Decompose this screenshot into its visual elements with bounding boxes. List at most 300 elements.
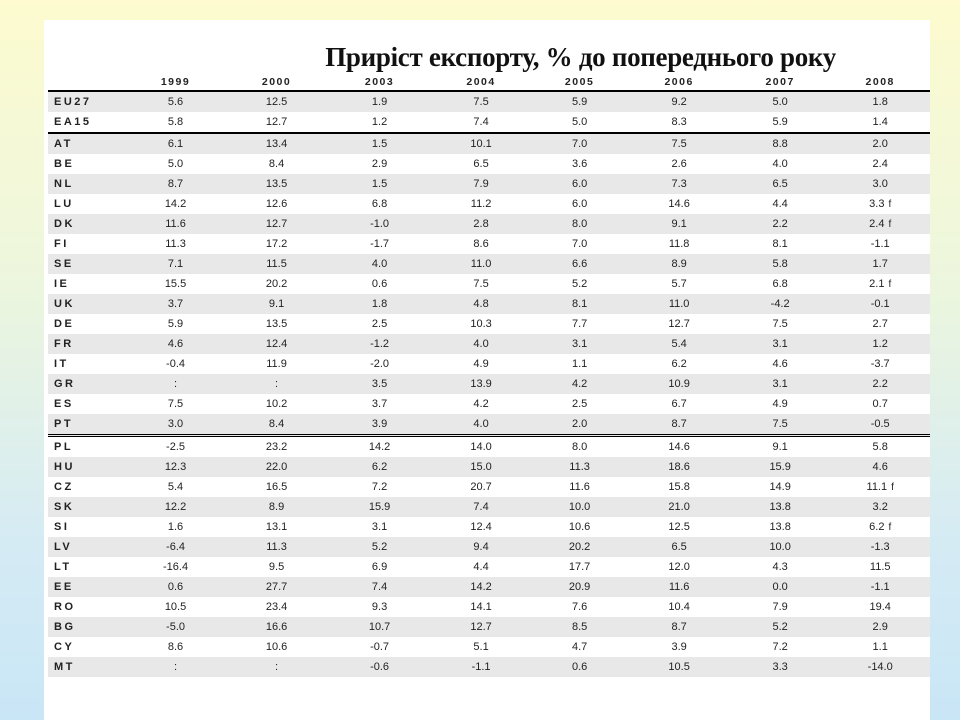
value-cell xyxy=(830,394,930,414)
value-cell xyxy=(830,194,930,214)
value-cell xyxy=(830,112,930,133)
value-cell xyxy=(830,517,930,537)
value-text: 10.5 xyxy=(164,601,187,613)
value-cell xyxy=(628,294,730,314)
value-text: -0.5 xyxy=(870,418,890,430)
country-code: NL xyxy=(48,174,126,194)
value-cell xyxy=(431,497,531,517)
value-cell xyxy=(225,254,328,274)
value-text: 12.5 xyxy=(668,521,690,533)
value-text: -1.0 xyxy=(370,218,390,230)
value-text: 4.2 xyxy=(571,378,588,390)
value-cell xyxy=(126,133,226,154)
value-text: 0.6 xyxy=(371,278,388,290)
country-code: BE xyxy=(54,158,75,170)
value-text: 12.7 xyxy=(265,116,288,128)
value-cell xyxy=(531,637,629,657)
value-text: 9.5 xyxy=(268,561,285,573)
value-text: 9.1 xyxy=(268,298,285,310)
value-cell xyxy=(328,414,432,436)
value-text: 6.5 xyxy=(772,178,788,190)
value-text: 1.1 xyxy=(872,641,888,653)
value-cell xyxy=(431,597,531,617)
value-text: 6.5 xyxy=(671,541,687,553)
value-cell xyxy=(730,254,831,274)
value-text: 16.5 xyxy=(265,481,288,493)
value-cell xyxy=(431,294,531,314)
value-cell xyxy=(431,657,531,677)
value-cell xyxy=(225,174,328,194)
value-text: 8.8 xyxy=(772,138,788,150)
value-cell xyxy=(225,657,328,677)
value-text: 2.6 xyxy=(671,158,687,170)
country-code: LT xyxy=(54,561,72,573)
value-cell xyxy=(730,91,831,112)
value-text: 22.0 xyxy=(265,461,288,473)
value-text: -14.0 xyxy=(867,661,893,673)
table-row xyxy=(48,597,930,617)
value-text: 19.4 xyxy=(869,601,891,613)
value-cell xyxy=(328,354,432,374)
value-cell xyxy=(531,214,629,234)
value-cell xyxy=(730,294,831,314)
value-cell xyxy=(225,112,328,133)
value-text: -2.5 xyxy=(166,441,186,453)
value-cell xyxy=(431,91,531,112)
column-header-2008: 2008 xyxy=(830,20,930,91)
value-text: 8.9 xyxy=(671,258,687,270)
value-cell xyxy=(126,597,226,617)
value-text: 11.3 xyxy=(266,541,287,553)
value-cell xyxy=(431,274,531,294)
value-text: 4.3 xyxy=(772,561,788,573)
table-row xyxy=(48,254,930,274)
value-text: 5.8 xyxy=(167,116,184,128)
value-text: 10.2 xyxy=(265,398,288,410)
value-text: 4.4 xyxy=(772,198,788,210)
country-code: SK xyxy=(48,497,126,517)
value-cell xyxy=(730,234,831,254)
value-text: 23.2 xyxy=(265,441,288,453)
value-cell xyxy=(225,374,328,394)
value-cell xyxy=(225,477,328,497)
value-text: 5.0 xyxy=(167,158,184,170)
table-row xyxy=(48,374,930,394)
value-cell xyxy=(126,637,226,657)
value-cell xyxy=(628,537,730,557)
value-text: 12.5 xyxy=(265,96,288,108)
value-cell xyxy=(328,133,432,154)
country-code: EU27 xyxy=(48,91,126,112)
value-text: 1.8 xyxy=(371,298,388,310)
value-cell xyxy=(628,194,730,214)
value-text: 12.7 xyxy=(265,218,288,230)
value-cell xyxy=(328,154,432,174)
value-text: 2.2 xyxy=(772,218,788,230)
table-row xyxy=(48,154,930,174)
value-cell xyxy=(225,314,328,334)
value-cell xyxy=(531,154,629,174)
table-row xyxy=(48,133,930,154)
value-text: 3.1 xyxy=(571,338,588,350)
value-text: 4.8 xyxy=(473,298,489,310)
value-cell xyxy=(830,617,930,637)
value-cell xyxy=(328,557,432,577)
value-cell xyxy=(730,414,831,436)
value-cell xyxy=(531,557,629,577)
value-cell xyxy=(431,394,531,414)
value-text: 10.9 xyxy=(668,378,690,390)
value-cell xyxy=(830,577,930,597)
value-cell xyxy=(328,174,432,194)
value-text: 10.0 xyxy=(568,501,591,513)
value-text: 10.3 xyxy=(470,318,492,330)
value-text: 10.0 xyxy=(769,541,791,553)
value-cell xyxy=(126,436,226,458)
value-text: 5.7 xyxy=(671,278,687,290)
value-text: -3.7 xyxy=(870,358,890,370)
value-cell xyxy=(431,194,531,214)
value-text: 7.5 xyxy=(473,96,489,108)
value-cell xyxy=(531,517,629,537)
value-text: 11.6 xyxy=(569,481,590,493)
value-cell xyxy=(730,477,831,497)
footnote-flag: f xyxy=(888,522,892,533)
value-text: 9.4 xyxy=(473,541,489,553)
value-text: 23.4 xyxy=(265,601,288,613)
value-text: 1.5 xyxy=(371,138,388,150)
value-cell xyxy=(126,497,226,517)
value-text: 14.6 xyxy=(668,441,690,453)
value-text: 14.9 xyxy=(769,481,791,493)
value-cell xyxy=(730,597,831,617)
value-cell xyxy=(328,394,432,414)
value-cell xyxy=(431,112,531,133)
value-text: 11.6 xyxy=(668,581,690,593)
value-cell xyxy=(126,254,226,274)
value-text: : xyxy=(275,661,279,673)
value-cell xyxy=(328,374,432,394)
value-cell xyxy=(225,394,328,414)
value-text: 1.4 xyxy=(872,116,888,128)
value-cell xyxy=(225,617,328,637)
value-cell xyxy=(431,517,531,537)
value-cell xyxy=(328,234,432,254)
value-text: 11.1 xyxy=(866,481,888,493)
value-cell xyxy=(830,557,930,577)
value-cell xyxy=(830,374,930,394)
country-code: PT xyxy=(48,414,126,436)
value-cell xyxy=(126,457,226,477)
table-row xyxy=(48,637,930,657)
value-cell xyxy=(126,374,226,394)
value-text: 1.5 xyxy=(371,178,388,190)
column-header-1999: 1999 xyxy=(126,20,226,91)
value-cell xyxy=(830,537,930,557)
value-cell xyxy=(328,294,432,314)
value-cell xyxy=(225,234,328,254)
value-text: 7.0 xyxy=(571,138,588,150)
value-cell xyxy=(531,497,629,517)
value-cell xyxy=(830,637,930,657)
value-text: 11.3 xyxy=(165,238,186,250)
value-text: 2.8 xyxy=(473,218,489,230)
value-cell xyxy=(730,334,831,354)
value-text: 2.9 xyxy=(872,621,888,633)
column-header-2005: 2005 xyxy=(531,20,629,91)
country-code: LU xyxy=(54,198,74,210)
table-sheet xyxy=(44,20,930,720)
value-cell xyxy=(531,334,629,354)
value-text: 7.4 xyxy=(473,501,489,513)
country-code: BG xyxy=(48,617,126,637)
value-text: 1.2 xyxy=(371,116,388,128)
value-cell xyxy=(328,254,432,274)
value-cell xyxy=(628,597,730,617)
country-code: DE xyxy=(54,318,75,330)
value-cell xyxy=(431,133,531,154)
value-cell xyxy=(126,657,226,677)
value-cell xyxy=(126,414,226,436)
value-text: 4.0 xyxy=(473,418,489,430)
value-cell xyxy=(126,234,226,254)
value-text: 10.1 xyxy=(470,138,492,150)
value-cell xyxy=(628,354,730,374)
value-cell xyxy=(126,294,226,314)
value-text: 15.9 xyxy=(769,461,791,473)
value-text: 5.4 xyxy=(167,481,184,493)
value-cell xyxy=(126,477,226,497)
value-text: 3.9 xyxy=(671,641,687,653)
value-cell xyxy=(730,577,831,597)
value-cell xyxy=(628,517,730,537)
value-cell xyxy=(225,354,328,374)
value-text: 12.6 xyxy=(265,198,288,210)
value-cell xyxy=(531,477,629,497)
value-text: 4.0 xyxy=(371,258,388,270)
value-text: -4.2 xyxy=(770,298,790,310)
title-text: Приріст експорту, % до попереднього року xyxy=(325,42,836,72)
country-code: CY xyxy=(54,641,75,653)
value-cell xyxy=(431,557,531,577)
value-text: 9.1 xyxy=(772,441,788,453)
value-text: 11.2 xyxy=(470,198,492,210)
value-cell xyxy=(126,112,226,133)
country-code: LV xyxy=(48,537,126,557)
value-cell xyxy=(126,517,226,537)
value-text: 8.4 xyxy=(268,418,285,430)
country-code: RO xyxy=(54,601,76,613)
value-text: 6.2 xyxy=(869,521,885,533)
value-cell xyxy=(126,577,226,597)
value-cell xyxy=(225,194,328,214)
value-cell xyxy=(225,457,328,477)
value-cell xyxy=(830,436,930,458)
value-text: 5.4 xyxy=(671,338,687,350)
value-cell xyxy=(730,436,831,458)
value-cell xyxy=(830,334,930,354)
value-text: -1.3 xyxy=(870,541,890,553)
value-cell xyxy=(628,657,730,677)
value-cell xyxy=(431,154,531,174)
value-text: 7.9 xyxy=(473,178,489,190)
value-text: 6.2 xyxy=(671,358,687,370)
value-cell xyxy=(531,194,629,214)
value-cell xyxy=(431,314,531,334)
value-cell xyxy=(225,91,328,112)
table-row xyxy=(48,557,930,577)
value-text: 14.2 xyxy=(470,581,492,593)
value-cell xyxy=(328,577,432,597)
value-text: 0.7 xyxy=(872,398,888,410)
footnote-flag: f xyxy=(891,482,894,493)
value-text: -0.7 xyxy=(370,641,390,653)
value-text: 8.3 xyxy=(671,116,687,128)
value-text: 10.4 xyxy=(668,601,690,613)
value-text: 6.2 xyxy=(371,461,388,473)
value-text: 3.9 xyxy=(371,418,388,430)
value-cell xyxy=(531,374,629,394)
value-text: 2.1 xyxy=(869,278,885,290)
value-text: 8.9 xyxy=(268,501,285,513)
value-text: 10.6 xyxy=(265,641,288,653)
value-text: 14.6 xyxy=(668,198,690,210)
value-text: 7.3 xyxy=(671,178,687,190)
value-cell xyxy=(225,334,328,354)
value-cell xyxy=(628,414,730,436)
value-text: 5.2 xyxy=(371,541,388,553)
value-text: 1.2 xyxy=(872,338,888,350)
value-cell xyxy=(730,394,831,414)
footnote-flag: f xyxy=(888,219,892,230)
value-cell xyxy=(830,477,930,497)
value-text: 11.5 xyxy=(266,258,287,270)
value-cell xyxy=(628,314,730,334)
value-cell xyxy=(730,517,831,537)
table-row xyxy=(48,537,930,557)
table-row xyxy=(48,394,930,414)
value-text: 0.0 xyxy=(772,581,788,593)
value-text: 13.1 xyxy=(265,521,288,533)
value-text: 8.0 xyxy=(571,441,588,453)
country-code: MT xyxy=(48,657,126,677)
value-text: : xyxy=(275,378,279,390)
value-text: 3.3 xyxy=(869,198,885,210)
country-code: UK xyxy=(48,294,126,314)
value-cell xyxy=(730,214,831,234)
value-cell xyxy=(328,597,432,617)
value-cell xyxy=(225,214,328,234)
value-cell xyxy=(628,477,730,497)
column-header-2003: 2003 xyxy=(328,20,432,91)
value-cell xyxy=(628,557,730,577)
value-text: 8.1 xyxy=(571,298,588,310)
value-text: 12.0 xyxy=(668,561,690,573)
value-text: 7.9 xyxy=(772,601,788,613)
value-cell xyxy=(531,597,629,617)
value-cell xyxy=(126,154,226,174)
value-cell xyxy=(431,477,531,497)
value-text: 1.6 xyxy=(167,521,184,533)
value-cell xyxy=(126,314,226,334)
value-text: 8.1 xyxy=(772,238,788,250)
table-row xyxy=(48,174,930,194)
value-cell xyxy=(431,254,531,274)
value-text: 7.5 xyxy=(772,318,788,330)
table-row xyxy=(48,436,930,458)
value-cell xyxy=(328,274,432,294)
value-text: 3.3 xyxy=(772,661,788,673)
value-text: 4.6 xyxy=(772,358,788,370)
value-cell xyxy=(328,457,432,477)
table-row xyxy=(48,517,930,537)
value-text: 8.4 xyxy=(268,158,285,170)
value-text: 27.7 xyxy=(265,581,288,593)
value-cell xyxy=(431,436,531,458)
value-text: 4.0 xyxy=(772,158,788,170)
value-cell xyxy=(431,374,531,394)
value-cell xyxy=(328,214,432,234)
value-text: 11.9 xyxy=(266,358,287,370)
country-code: PL xyxy=(48,436,126,458)
value-text: 5.1 xyxy=(473,641,489,653)
value-cell xyxy=(730,274,831,294)
value-cell xyxy=(628,214,730,234)
value-text: 7.0 xyxy=(571,238,588,250)
value-text: 11.6 xyxy=(165,218,186,230)
value-text: -0.1 xyxy=(870,298,890,310)
value-text: 7.2 xyxy=(772,641,788,653)
value-cell xyxy=(531,537,629,557)
value-text: 6.6 xyxy=(571,258,588,270)
value-text: 13.9 xyxy=(470,378,492,390)
value-text: 6.0 xyxy=(571,198,588,210)
value-text: 2.9 xyxy=(371,158,388,170)
table-row xyxy=(48,354,930,374)
value-cell xyxy=(830,91,930,112)
value-cell xyxy=(431,637,531,657)
value-text: 5.8 xyxy=(772,258,788,270)
value-text: 14.2 xyxy=(164,198,187,210)
value-text: 10.6 xyxy=(568,521,591,533)
value-cell xyxy=(531,577,629,597)
value-cell xyxy=(328,436,432,458)
value-text: 13.4 xyxy=(265,138,288,150)
value-cell xyxy=(126,557,226,577)
value-text: -16.4 xyxy=(162,561,189,573)
value-cell xyxy=(531,174,629,194)
value-cell xyxy=(126,394,226,414)
value-cell xyxy=(830,497,930,517)
column-header-2007: 2007 xyxy=(730,20,831,91)
value-text: 6.9 xyxy=(371,561,388,573)
value-text: 0.6 xyxy=(167,581,184,593)
value-text: 12.4 xyxy=(470,521,492,533)
value-cell xyxy=(531,294,629,314)
value-cell xyxy=(730,617,831,637)
value-cell xyxy=(730,314,831,334)
country-code: HU xyxy=(48,457,126,477)
value-text: 10.7 xyxy=(368,621,391,633)
value-cell xyxy=(531,617,629,637)
table-row xyxy=(48,497,930,517)
value-text: 7.4 xyxy=(473,116,489,128)
value-text: 6.1 xyxy=(167,138,184,150)
value-text: -1.1 xyxy=(471,661,491,673)
table-row xyxy=(48,294,930,314)
value-cell xyxy=(126,274,226,294)
value-cell xyxy=(628,154,730,174)
